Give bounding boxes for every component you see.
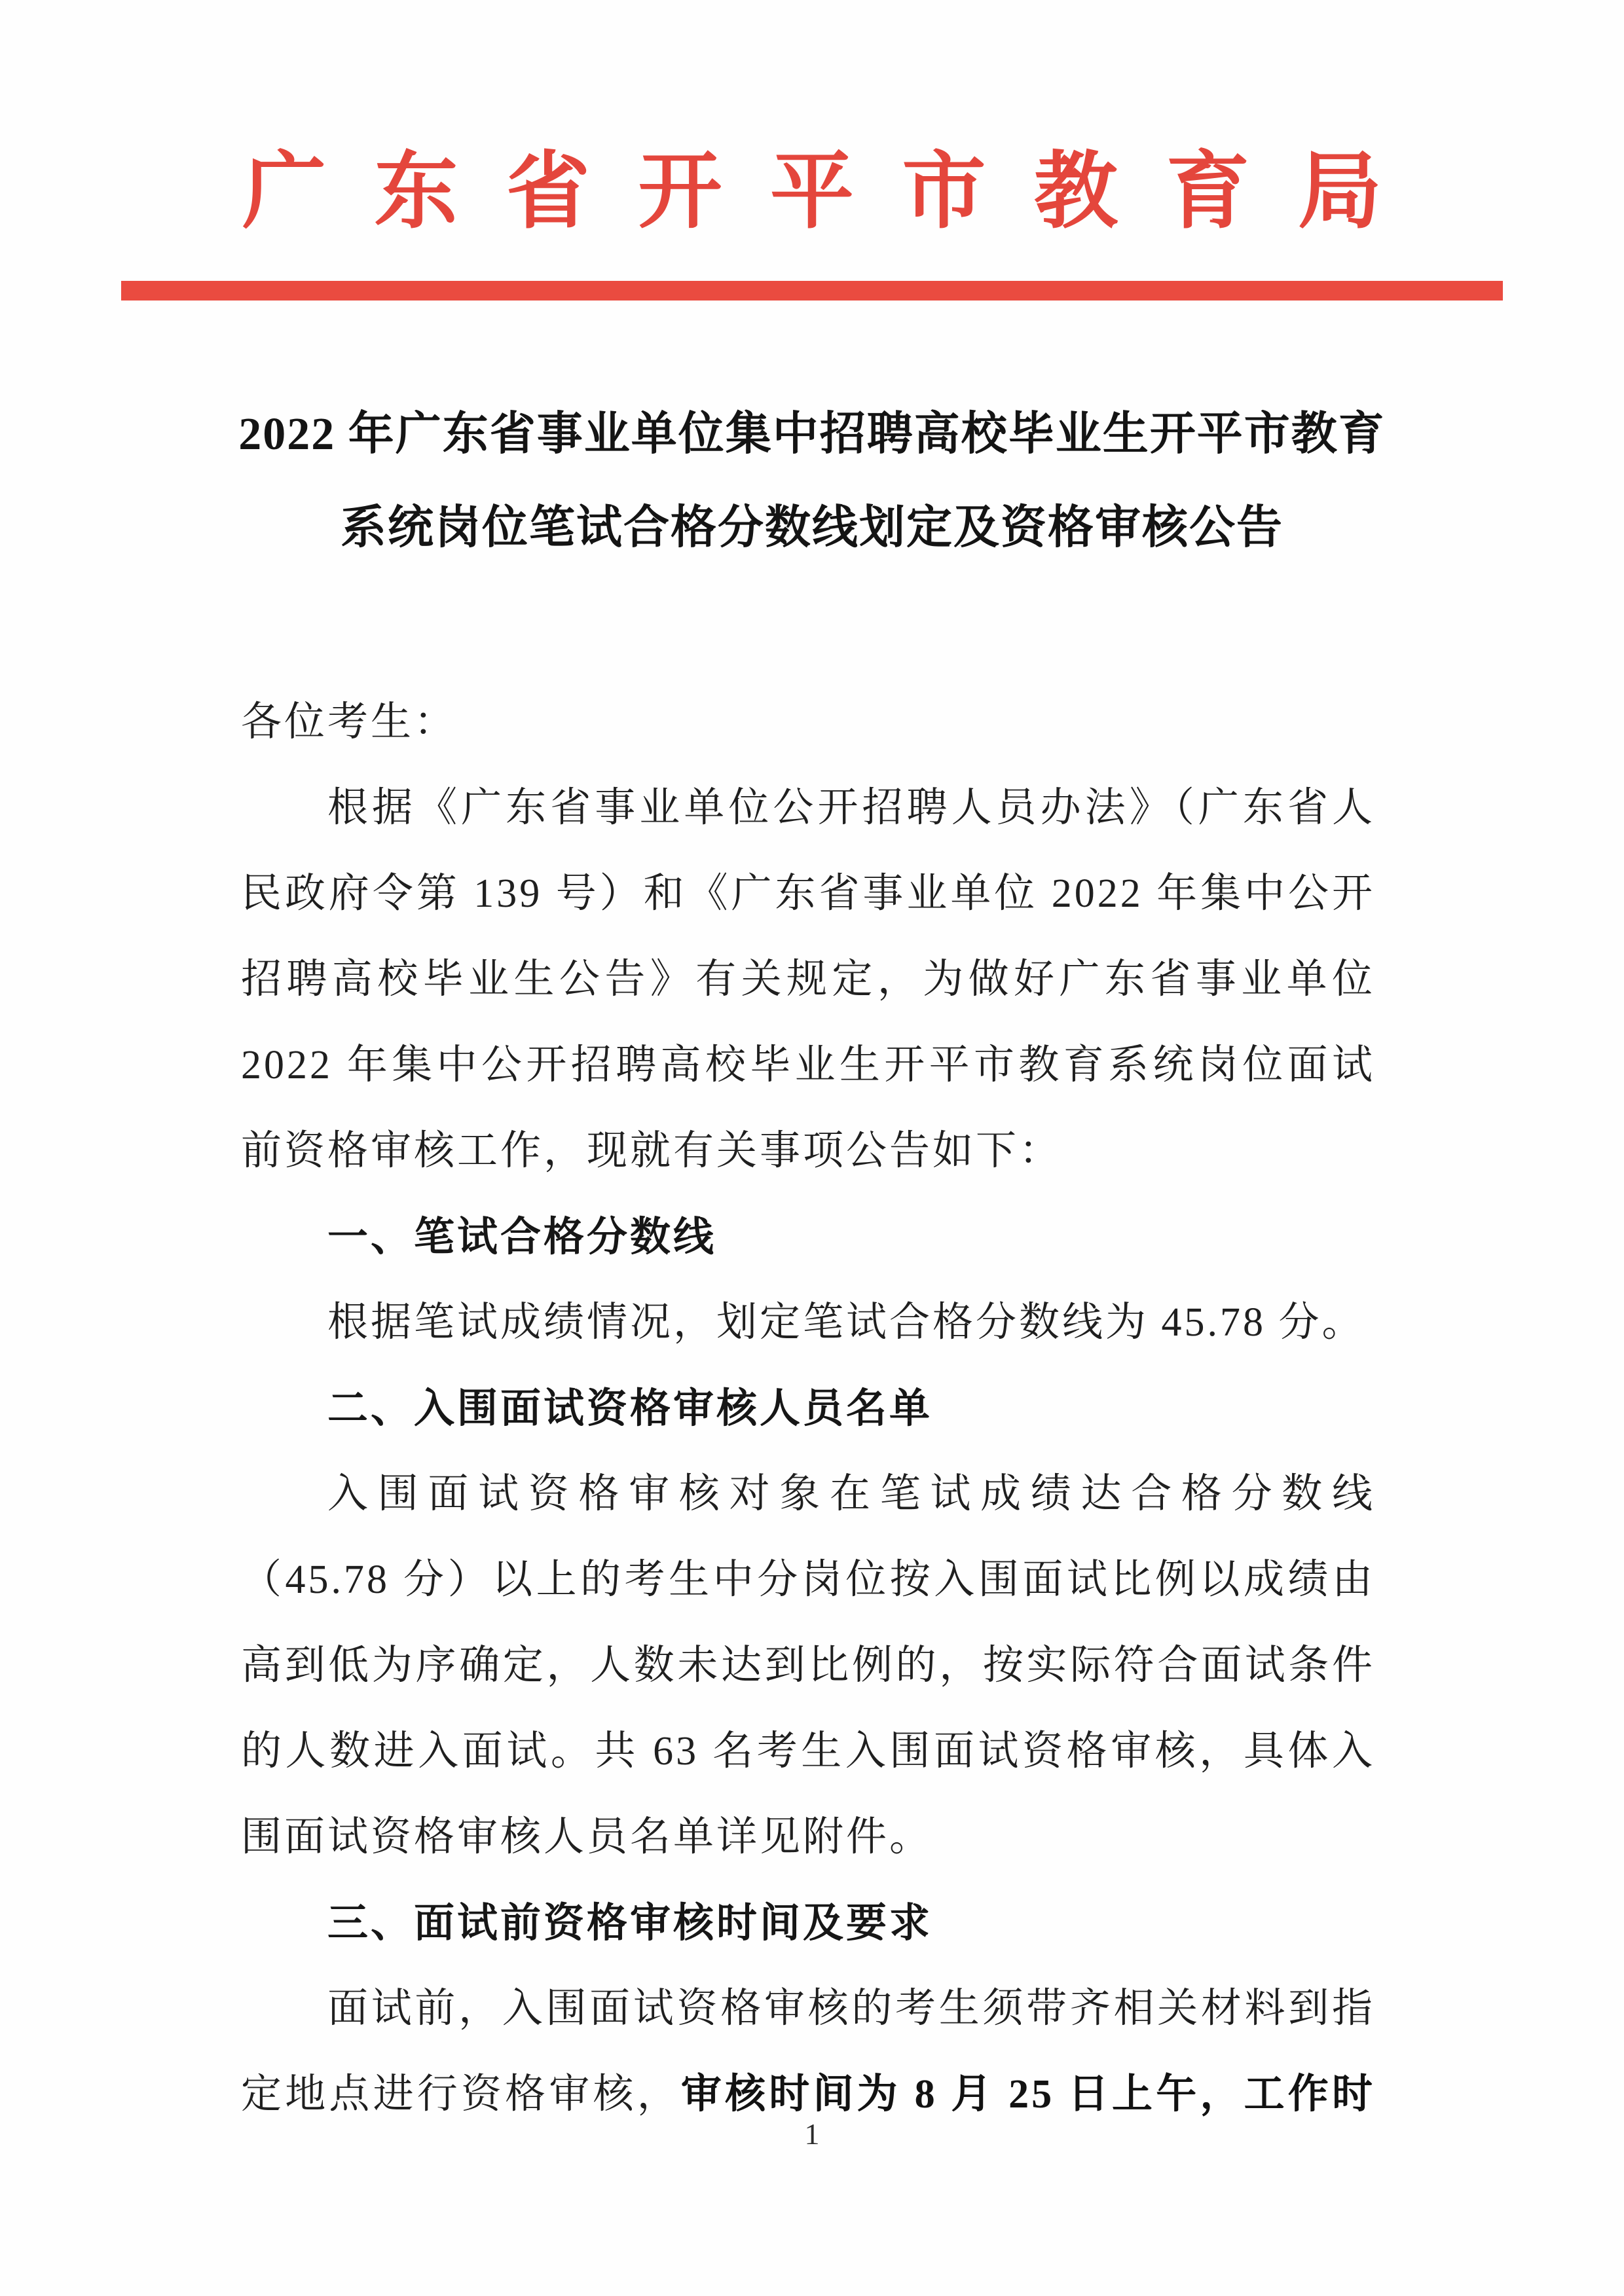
- page-number: 1: [804, 2117, 820, 2151]
- section3-heading: 三、面试前资格审核时间及要求: [327, 1901, 933, 1946]
- document-title-line1: 2022 年广东省事业单位集中招聘高校毕业生开平市教育: [238, 409, 1386, 460]
- letterhead-rule: [121, 281, 1503, 301]
- document-title: [0, 388, 1624, 575]
- document-body: [241, 680, 1375, 2138]
- section3-line2-regular-text: 定地点进行资格审核，: [241, 2072, 681, 2117]
- para1-line4: 2022 年集中公开招聘高校毕业生开平市教育系统岗位面试: [241, 1043, 1375, 1087]
- section3-line1: 面试前，入围面试资格审核的考生须带齐相关材料到指: [327, 1986, 1375, 2031]
- section1-heading: 一、笔试合格分数线: [327, 1214, 717, 1260]
- para1-line2: 民政府令第 139 号）和《广东省事业单位 2022 年集中公开: [241, 871, 1375, 916]
- greeting-line: 各位考生：: [241, 700, 458, 744]
- section2-line3: 高到低为序确定，人数未达到比例的，按实际符合面试条件: [241, 1643, 1375, 1688]
- section2-line5: 围面试资格审核人员名单详见附件。: [241, 1815, 933, 1859]
- section2-line2: （45.78 分）以上的考生中分岗位按入围面试比例以成绩由: [241, 1558, 1375, 1602]
- letterhead-org-name: 广东省开平市教育局: [242, 145, 1382, 238]
- para1-line5: 前资格审核工作，现就有关事项公告如下：: [241, 1129, 1063, 1173]
- section3-line2-bold-text: 审核时间为 8 月 25 日上午，工作时: [680, 2072, 1375, 2117]
- para1-line3: 招聘高校毕业生公告》有关规定，为做好广东省事业单位: [241, 957, 1375, 1002]
- section2-line4: 的人数进入面试。共 63 名考生入围面试资格审核，具体入: [241, 1729, 1375, 1774]
- section1-line1: 根据笔试成绩情况，划定笔试合格分数线为 45.78 分。: [327, 1300, 1365, 1345]
- section2-line1: 入围面试资格审核对象在笔试成绩达合格分数线: [327, 1472, 1375, 1516]
- section2-heading: 二、入围面试资格审核人员名单: [327, 1386, 933, 1431]
- document-title-line2: 系统岗位笔试合格分数线划定及资格审核公告: [341, 503, 1283, 553]
- para1-line1: 根据《广东省事业单位公开招聘人员办法》（广东省人: [327, 786, 1375, 830]
